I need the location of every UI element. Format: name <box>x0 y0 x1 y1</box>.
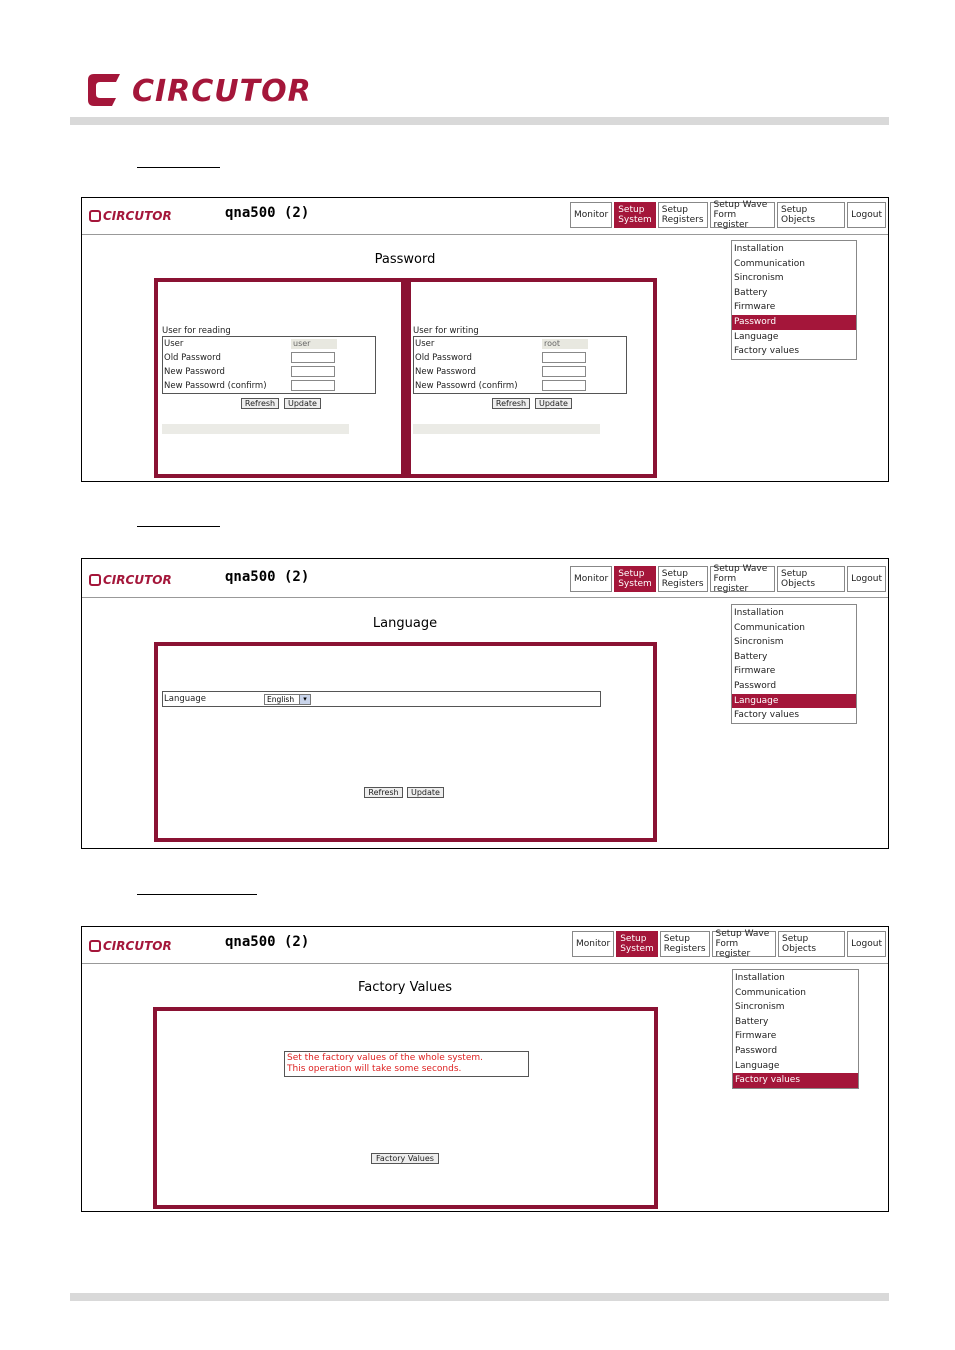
tab-label: Setup <box>618 205 645 215</box>
menu-item-factory-values[interactable]: Factory values <box>733 1073 858 1088</box>
tab-label: Setup <box>620 934 647 944</box>
tab-label: Registers <box>661 215 704 225</box>
menu-item-installation[interactable]: Installation <box>735 973 785 983</box>
page-logo <box>86 70 316 114</box>
menu-item-installation[interactable]: Installation <box>734 244 784 254</box>
reading-form <box>162 336 376 394</box>
language-select[interactable] <box>264 694 311 705</box>
menu-item-password[interactable]: Password <box>734 680 777 691</box>
reading-caption: User for reading <box>162 326 231 336</box>
language-selected-value: English <box>267 695 295 704</box>
writing-user-value: root <box>542 339 588 349</box>
tab-setup-system[interactable] <box>614 566 656 592</box>
section-heading-rule <box>137 894 257 895</box>
tab-label: Registers <box>663 944 706 954</box>
tab-label: Setup Wave <box>715 929 770 939</box>
tab-label: Setup <box>663 934 690 944</box>
tab-label: System <box>618 579 652 589</box>
language-label: Language <box>164 694 206 704</box>
page-title: Factory Values <box>357 980 453 995</box>
tab-label: Form register <box>713 574 749 594</box>
writing-new-password-input[interactable] <box>542 366 586 377</box>
update-button[interactable]: Update <box>284 398 321 409</box>
row-user-label: User <box>164 339 184 349</box>
refresh-button[interactable]: Refresh <box>364 787 403 798</box>
circutor-logo-icon <box>89 940 101 952</box>
circutor-logo-icon <box>89 574 101 586</box>
main-nav <box>572 931 888 959</box>
reading-confirm-input[interactable] <box>291 380 335 391</box>
menu-item-sincronism[interactable]: Sincronism <box>734 637 784 648</box>
tab-label: Setup <box>661 569 688 579</box>
writing-confirm-input[interactable] <box>542 380 586 391</box>
menu-item-battery[interactable]: Battery <box>734 651 768 662</box>
logo-wordmark: CIRCUTOR <box>132 74 312 109</box>
language-frame <box>154 642 657 842</box>
menu-item-communication[interactable]: Communication <box>734 622 805 633</box>
menu-item-installation[interactable]: Installation <box>734 608 784 618</box>
main-nav <box>570 202 888 230</box>
tab-label: Setup Wave <box>713 200 768 210</box>
tab-setup-wave-form[interactable] <box>712 931 777 957</box>
tab-setup-system[interactable] <box>614 202 656 228</box>
password-screen <box>81 197 889 482</box>
tab-setup-registers[interactable] <box>660 931 710 957</box>
menu-item-factory-values[interactable]: Factory values <box>734 346 800 357</box>
device-name: qna500 (2) <box>225 569 310 585</box>
factory-values-message <box>284 1051 529 1077</box>
menu-item-communication[interactable]: Communication <box>734 258 805 269</box>
top-bar <box>82 559 888 598</box>
factory-values-screen <box>81 926 889 1212</box>
section-heading-rule <box>137 167 220 168</box>
device-name: qna500 (2) <box>225 934 310 950</box>
refresh-button[interactable]: Refresh <box>492 398 530 409</box>
menu-item-language[interactable]: Language <box>732 694 856 709</box>
tab-label: Setup Wave <box>713 564 768 574</box>
menu-item-battery[interactable]: Battery <box>735 1016 769 1027</box>
setup-system-menu <box>731 240 857 360</box>
menu-item-language[interactable]: Language <box>734 331 779 342</box>
menu-item-sincronism[interactable]: Sincronism <box>734 273 784 284</box>
reading-status-bar <box>162 424 349 434</box>
row-user-label: User <box>415 339 435 349</box>
menu-item-password[interactable]: Password <box>735 1045 778 1056</box>
tab-setup-objects[interactable]: Setup Objects <box>777 202 845 228</box>
app-logo <box>89 209 172 223</box>
section-heading-rule <box>137 526 220 527</box>
tab-logout[interactable]: Logout <box>847 202 886 228</box>
circutor-logo-icon <box>86 70 126 110</box>
row-confirm-label: New Passowrd (confirm) <box>415 381 518 391</box>
tab-logout[interactable]: Logout <box>847 566 886 592</box>
menu-item-firmware[interactable]: Firmware <box>734 666 776 677</box>
tab-monitor[interactable]: Monitor <box>572 931 614 957</box>
writing-form <box>413 336 627 394</box>
writing-status-bar <box>413 424 600 434</box>
tab-label: System <box>620 944 654 954</box>
setup-system-menu <box>731 604 857 724</box>
reading-new-password-input[interactable] <box>291 366 335 377</box>
tab-label: Form register <box>713 210 749 230</box>
tab-setup-registers[interactable] <box>658 202 708 228</box>
reading-old-password-input[interactable] <box>291 352 335 363</box>
language-screen <box>81 558 889 849</box>
circutor-logo-icon <box>89 210 101 222</box>
header-divider <box>70 117 889 125</box>
tab-setup-wave-form[interactable] <box>710 566 775 592</box>
page-title: Language <box>372 616 438 631</box>
reading-panel <box>158 282 406 474</box>
menu-item-firmware[interactable]: Firmware <box>734 302 776 313</box>
tab-setup-wave-form[interactable] <box>710 202 775 228</box>
app-logo <box>89 573 172 587</box>
tab-label: Setup <box>618 569 645 579</box>
setup-system-menu <box>732 969 859 1089</box>
row-new-password-label: New Password <box>415 367 476 377</box>
chevron-down-icon[interactable]: ▾ <box>299 695 310 704</box>
tab-label: Registers <box>661 579 704 589</box>
menu-item-password[interactable]: Password <box>732 315 856 330</box>
tab-setup-objects[interactable]: Setup Objects <box>777 566 845 592</box>
tab-label: System <box>618 215 652 225</box>
factory-values-frame <box>153 1007 658 1209</box>
password-outer-frame <box>154 278 657 478</box>
device-name: qna500 (2) <box>225 205 310 221</box>
tab-setup-system[interactable] <box>616 931 658 957</box>
writing-caption: User for writing <box>413 326 479 336</box>
top-bar <box>82 198 888 235</box>
tab-label: Setup <box>661 205 688 215</box>
tab-monitor[interactable]: Monitor <box>570 566 612 592</box>
update-button[interactable]: Update <box>535 398 572 409</box>
tab-setup-objects[interactable]: Setup Objects <box>778 931 845 957</box>
language-row <box>162 691 601 707</box>
main-nav <box>570 566 888 594</box>
tab-logout[interactable]: Logout <box>847 931 886 957</box>
app-logo-text: CIRCUTOR <box>103 209 172 223</box>
row-confirm-label: New Passowrd (confirm) <box>164 381 267 391</box>
row-old-password-label: Old Password <box>415 353 472 363</box>
top-bar <box>82 927 888 964</box>
footer-divider <box>70 1293 889 1301</box>
menu-item-communication[interactable]: Communication <box>735 987 806 998</box>
menu-item-language[interactable]: Language <box>735 1060 780 1071</box>
row-new-password-label: New Password <box>164 367 225 377</box>
message-line: Set the factory values of the whole system. <box>287 1053 483 1063</box>
writing-panel <box>406 282 653 474</box>
menu-item-factory-values[interactable]: Factory values <box>734 710 800 721</box>
app-logo-text: CIRCUTOR <box>103 939 172 953</box>
row-old-password-label: Old Password <box>164 353 221 363</box>
menu-item-sincronism[interactable]: Sincronism <box>735 1002 785 1013</box>
menu-item-firmware[interactable]: Firmware <box>735 1031 777 1042</box>
page-title: Password <box>374 252 436 267</box>
factory-values-button[interactable]: Factory Values <box>371 1153 439 1164</box>
writing-old-password-input[interactable] <box>542 352 586 363</box>
app-logo <box>89 939 172 953</box>
tab-setup-registers[interactable] <box>658 566 708 592</box>
tab-monitor[interactable]: Monitor <box>570 202 612 228</box>
app-logo-text: CIRCUTOR <box>103 573 172 587</box>
update-button[interactable]: Update <box>407 787 444 798</box>
message-line: This operation will take some seconds. <box>287 1064 462 1074</box>
tab-label: Form register <box>715 939 751 959</box>
reading-user-value: user <box>291 339 337 349</box>
refresh-button[interactable]: Refresh <box>241 398 279 409</box>
menu-item-battery[interactable]: Battery <box>734 287 768 298</box>
